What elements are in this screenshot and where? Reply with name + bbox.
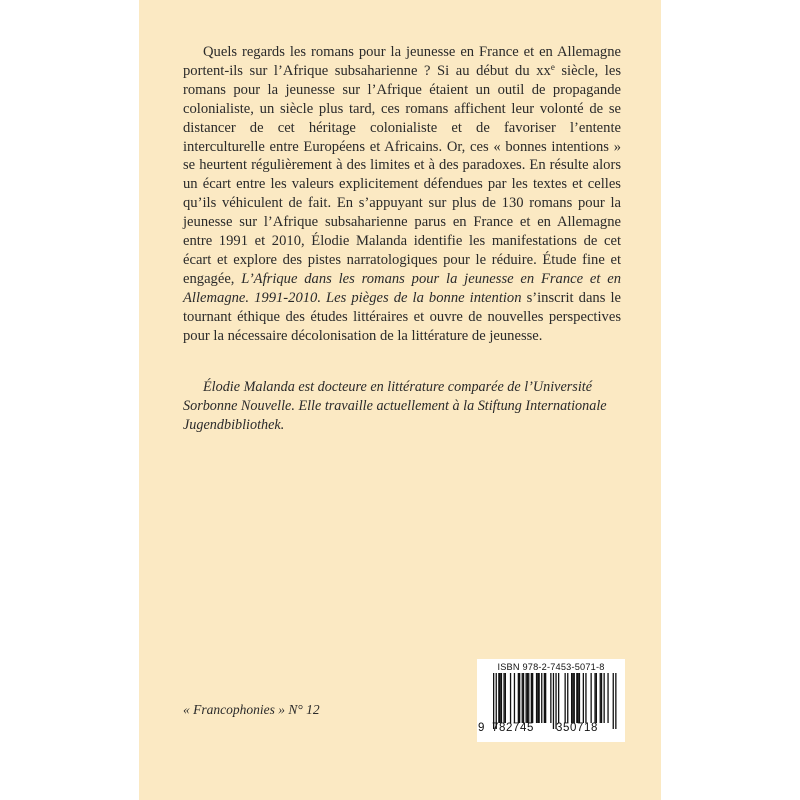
barcode-bar	[536, 673, 537, 723]
barcode-bar	[574, 673, 575, 723]
barcode-bar	[528, 673, 529, 723]
barcode-bar	[496, 673, 497, 729]
author-note: Élodie Malanda est docteure en littérature comparée de l’Université Sorbonne Nouvelle. Elle travaille actuellement à la Stiftung Internationale Jugendbibliothek.	[183, 379, 607, 433]
cover-blurb	[183, 43, 621, 346]
barcode-bar	[527, 673, 528, 723]
barcode-bar	[607, 673, 608, 723]
collection-label: « Francophonies » N° 12	[183, 702, 320, 717]
barcode-bar	[514, 673, 515, 723]
barcode-bar	[613, 673, 614, 729]
barcode-bar	[576, 673, 577, 723]
barcode-bar	[615, 673, 616, 729]
barcode-bar	[503, 673, 504, 723]
blurb-part-3: s’inscrit dans le tournant éthique des études littéraires et ouvre de nouvelles perspectives pour la nécessaire décolonisation de la littérature de jeunesse.	[183, 289, 621, 344]
barcode-bar	[555, 673, 556, 729]
barcode-bar	[498, 673, 499, 723]
barcode-bar	[601, 673, 602, 723]
barcode-bar	[579, 673, 580, 723]
barcode-bar	[531, 673, 532, 723]
barcode-bars	[485, 673, 617, 729]
barcode-bar	[567, 673, 568, 723]
barcode-bar	[541, 673, 542, 723]
barcode-bar	[544, 673, 545, 723]
century-numeral: xx	[536, 62, 551, 79]
barcode-bar	[550, 673, 551, 723]
barcode-bar	[537, 673, 538, 723]
blurb-part-2: siècle, les romans pour la jeunesse sur l’Afrique étaient un outil de propagande colonialiste, un siècle plus tard, ces romans affichent leur volonté de se distancer de cet héritage colonialiste et de favoriser l’entente interculturelle entre Européens et Africains. Or, ces « bonnes intentions » se heurtent régulièrement à des limites et à des paradoxes. En résulte alors un écart entre les valeurs explicitement défendues par les textes et celles qu’ils véhiculent de fait. En s’appuyant sur plus de 130 romans pour la jeunesse sur l’Afrique subsaharienne parus en France et en Allemagne entre 1991 et 2010, Élodie Malanda identifie les manifestations de cet écart et explore des pistes narratologiques pour le réduire. Étude fine et engagée,	[183, 62, 621, 287]
barcode-bar	[583, 673, 584, 723]
barcode-bar	[526, 673, 527, 723]
book-title-italic: L’Afrique dans les romans pour la jeunesse en France et en Allemagne. 1991-2010. Les pièges de la bonne intention	[183, 270, 621, 306]
barcode-digits-left: 782745	[492, 722, 534, 734]
isbn-label: ISBN 978-2-7453-5071-8	[497, 662, 605, 672]
barcode-bar	[500, 673, 501, 723]
barcode-bar	[501, 673, 502, 723]
barcode-bar	[532, 673, 533, 723]
barcode-bar	[539, 673, 540, 723]
barcode-bar	[578, 673, 579, 723]
back-cover	[139, 0, 661, 800]
barcode-digits-right: 350718	[556, 722, 598, 734]
barcode-bar	[523, 673, 524, 723]
barcode-bar	[518, 673, 519, 723]
blurb-part-1: Quels regards les romans pour la jeunesse en France et en Allemagne portent-ils sur l’Afrique subsaharienne ? Si au début du	[183, 44, 621, 79]
barcode-bar	[553, 673, 554, 729]
barcode-bar	[493, 673, 494, 729]
century-superscript: e	[550, 61, 555, 72]
barcode-bar	[510, 673, 511, 723]
barcode-bar	[558, 673, 559, 723]
barcode-bar	[519, 673, 520, 723]
barcode-bar	[604, 673, 605, 723]
barcode-bar	[594, 673, 595, 723]
barcode-bar	[600, 673, 601, 723]
barcode-bar	[571, 673, 572, 723]
barcode-bar	[572, 673, 573, 723]
barcode-bar	[565, 673, 566, 723]
barcode-bar	[591, 673, 592, 723]
barcode-bar	[585, 673, 586, 723]
barcode-bar	[522, 673, 523, 723]
isbn-barcode	[477, 659, 625, 742]
barcode-bar	[545, 673, 546, 723]
barcode-digit-first: 9	[478, 722, 485, 734]
barcode-bar	[505, 673, 506, 723]
barcode-bar	[596, 673, 597, 723]
